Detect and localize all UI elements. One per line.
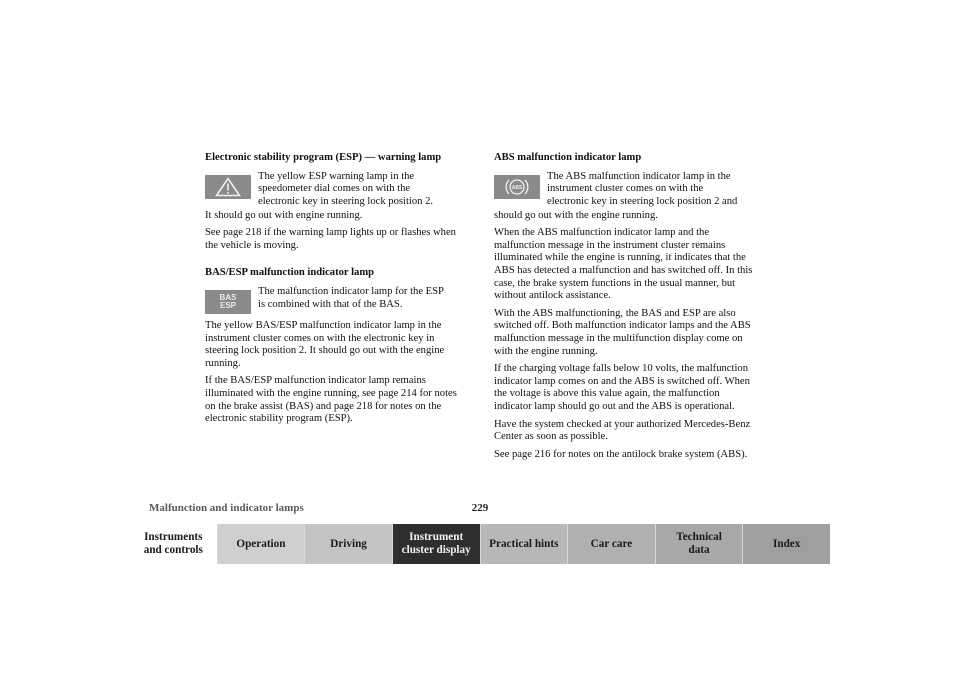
abs-paragraph-2: With the ABS malfunctioning, the BAS and ESP are also switched off. Both malfunction indicator lamps and the ABS malfunction message in the multifunction display come on with the engine running. bbox=[494, 307, 751, 357]
abs-paragraph-4: Have the system checked at your authorized Mercedes-Benz Center as soon as possible. bbox=[494, 418, 751, 443]
tab-instrument-cluster-display[interactable]: Instrument cluster display bbox=[393, 524, 481, 564]
esp-warning-line: speedometer dial comes on with the bbox=[258, 183, 411, 195]
esp-heading: Electronic stability program (ESP) — warning lamp bbox=[205, 152, 442, 163]
tab-instruments-and-controls[interactable]: Instruments and controls bbox=[130, 524, 218, 564]
abs-warning-lamp bbox=[494, 175, 540, 199]
abs-paragraph-3: If the charging voltage falls below 10 volts, the malfunction indicator lamp comes on and the ABS is switched off. When the voltage is above this value again, the malfunction indicator lamp should go out and the ABS is operational. bbox=[494, 363, 750, 412]
tab-operation[interactable]: Operation bbox=[218, 524, 306, 564]
abs-heading: ABS malfunction indicator lamp bbox=[494, 152, 642, 163]
esp-warning-line: The yellow ESP warning lamp in the bbox=[258, 170, 415, 182]
abs-warning-line: instrument cluster comes on with the bbox=[547, 183, 704, 195]
page-number: 229 bbox=[471, 502, 489, 514]
abs-paragraph-1: When the ABS malfunction indicator lamp and the malfunction message in the instrument cluster remains illuminated while the engine is running, it indicates that the ABS has detected a malfunction and has switched off. In this case, the brake system functions in the usual manner, but without antilock assistance. bbox=[494, 227, 753, 302]
left-column bbox=[205, 152, 465, 431]
abs-paragraph-5: See page 216 for notes on the antilock brake system (ABS). bbox=[494, 448, 748, 460]
abs-icon-label: ABS bbox=[511, 184, 523, 191]
abs-circle-icon bbox=[505, 176, 529, 198]
abs-warning-line: electronic key in steering lock position 2 and bbox=[547, 195, 738, 207]
abs-warning-text bbox=[547, 171, 756, 209]
bas-paragraph-1: The yellow BAS/ESP malfunction indicator lamp in the instrument cluster comes on with the electronic key in steering lock position 2. It should go out with the engine running. bbox=[205, 319, 445, 369]
bas-paragraph-2: If the BAS/ESP malfunction indicator lamp remains illuminated with the engine running, see page 214 for notes on the brake assist (BAS) and page 218 for notes on the electronic stability program (ESP). bbox=[205, 375, 457, 425]
spacer bbox=[205, 257, 465, 267]
tab-practical-hints[interactable]: Practical hints bbox=[481, 524, 569, 564]
page-footer-header bbox=[130, 501, 830, 517]
bas-warning-block bbox=[205, 286, 465, 316]
bas-esp-lamp bbox=[205, 290, 251, 314]
esp-after-text: It should go out with engine running. bbox=[205, 209, 363, 221]
tab-driving[interactable]: Driving bbox=[305, 524, 393, 564]
tab-technical-data[interactable]: Technical data bbox=[656, 524, 744, 564]
right-column bbox=[494, 152, 756, 466]
esp-warning-line: electronic key in steering lock position 2. bbox=[258, 195, 434, 207]
bas-warning-text bbox=[258, 286, 465, 311]
tab-car-care[interactable]: Car care bbox=[568, 524, 656, 564]
esp-warning-text bbox=[258, 171, 465, 209]
chapter-nav-bar bbox=[130, 524, 830, 564]
abs-warning-line: The ABS malfunction indicator lamp in the bbox=[547, 170, 731, 182]
tab-index[interactable]: Index bbox=[743, 524, 830, 564]
bas-heading: BAS/ESP malfunction indicator lamp bbox=[205, 267, 375, 279]
esp-warning-block bbox=[205, 171, 465, 211]
bas-warning-line: The malfunction indicator lamp for the ESP bbox=[258, 285, 444, 297]
bas-lamp-label: BAS bbox=[219, 292, 237, 302]
abs-warning-block bbox=[494, 171, 756, 211]
esp-paragraph: See page 218 if the warning lamp lights up or flashes when the vehicle is moving. bbox=[205, 227, 456, 251]
section-title: Malfunction and indicator lamps bbox=[149, 502, 304, 514]
esp-lamp-label: ESP bbox=[219, 300, 236, 310]
abs-after-text: should go out with the engine running. bbox=[494, 209, 658, 221]
bas-warning-line: is combined with that of the BAS. bbox=[258, 298, 403, 310]
warning-triangle-icon bbox=[215, 177, 241, 197]
esp-warning-lamp bbox=[205, 175, 251, 199]
